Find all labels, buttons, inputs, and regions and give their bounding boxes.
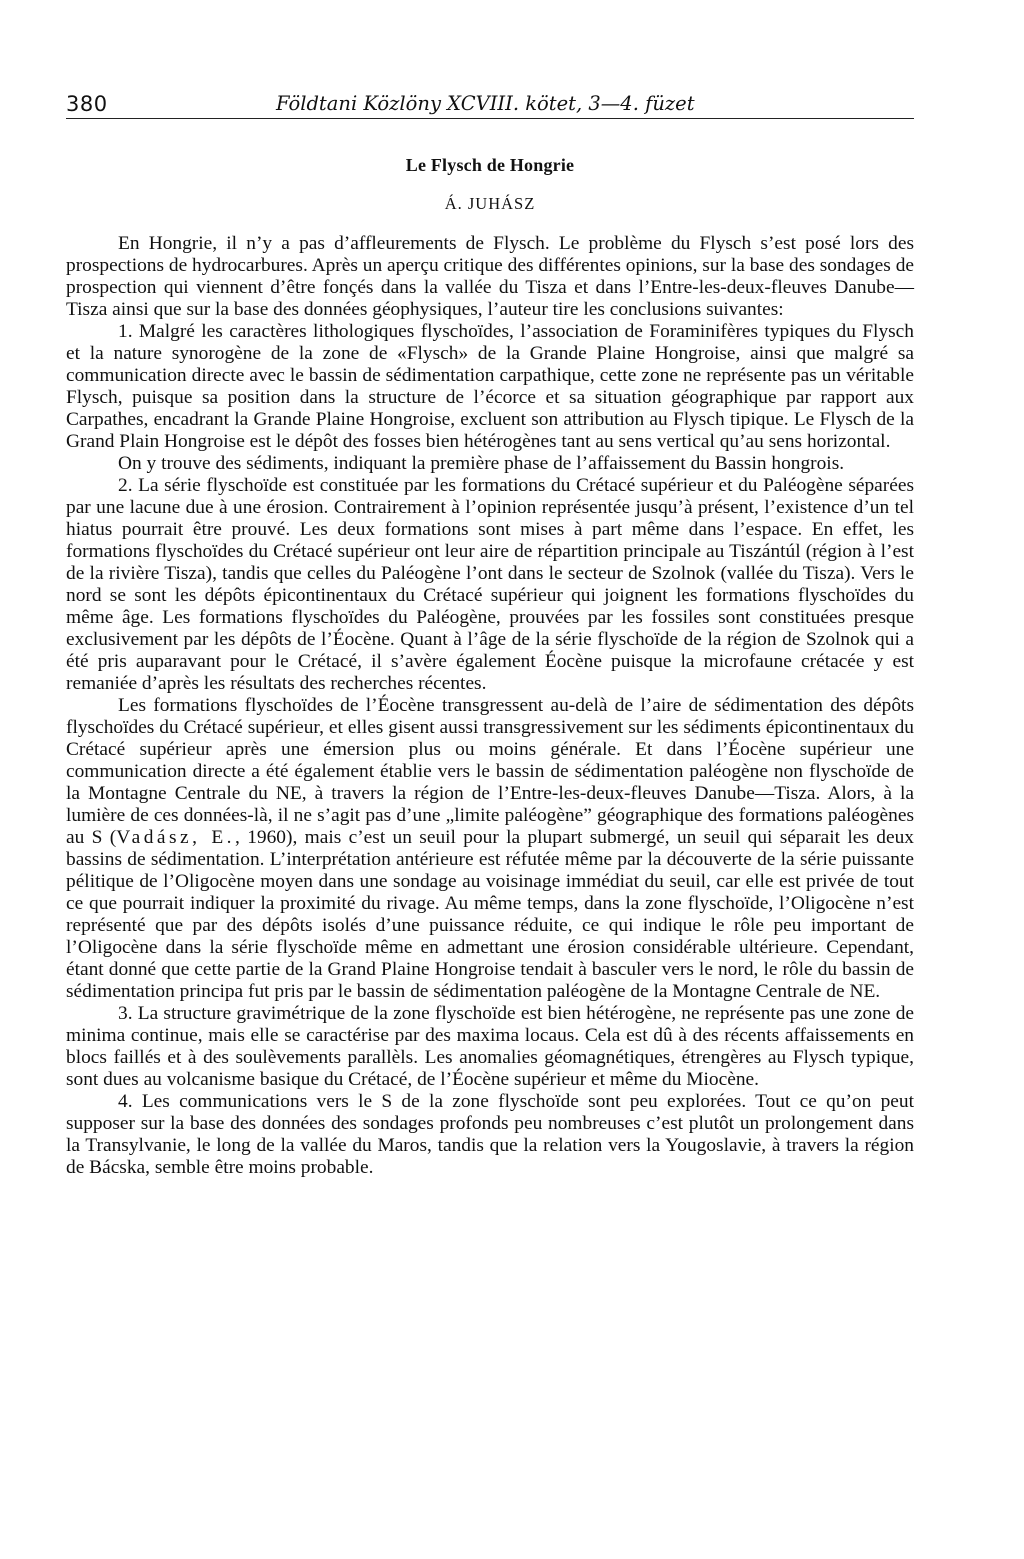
text-run: Les formations flyschoïdes de l’Éocène transgressent au-delà de l’aire de sédimentation des dépôts flyschoïdes du Crétacé supérieur, et elles gisent aussi transgressivement sur les sédiments épicontinentaux du Crétacé supérieur après une émersion plus ou moins générale. Et dans l’Éocène supérieur une communication directe a été également établie vers le bassin de sédimentation paléogène non flyschoïde de la Montagne Centrale du NE, à travers la région de l’Entre-les-deux-fleuves Danube—Tisza. Alors, à la lumière de ces données-là, il ne s’agit pas d’une „limite paléogène” géographique des formations paléogènes au S ( <box>66 695 914 848</box>
paragraph-intro: En Hongrie, il n’y a pas d’affleurements de Flysch. Le problème du Flysch s’est posé lors des prospections de hydrocarbures. Après un aperçu critique des différentes opinions, sur la base des sondages de prospection qui viennent d’être fonçés dans la vallée du Tisza et dans l’Entre-les-deux-fleuves Danube—Tisza ainsi que sur la base des données géophysiques, l’auteur tire les conclusions suivantes: <box>66 233 914 320</box>
paragraph-point-1-continued: On y trouve des sédiments, indiquant la première phase de l’affaissement du Bassin hongrois. <box>118 453 845 474</box>
citation-author: Vadász, E. <box>116 827 236 848</box>
paragraph-point-1: 1. Malgré les caractères lithologiques flyschoïdes, l’association de Foraminifères typiques du Flysch et la nature synorogène de la zone de «Flysch» de la Grande Plaine Hongroise, ainsi que malgré sa communication directe avec le bassin de sédimentation carpathique, cette zone ne représente pas un véritable Flysch, puisque sa position dans la structure de l’écorce et sa situation géographique par rapport aux Carpathes, encadrant la Grande Plaine Hongroise, excluent son attribution au Flysch tipique. Le Flysch de la Grand Plain Hongroise est le dépôt des fosses bien hétérogènes tant au sens vertical qu’au sens horizontal. <box>66 321 914 452</box>
journal-title: Földtani Közlöny XCVIII. kötet, 3—4. füzet <box>276 92 695 115</box>
running-header <box>66 84 914 119</box>
document-page <box>66 84 914 1179</box>
paragraph-point-4: 4. Les communications vers le S de la zone flyschoïde sont peu explorées. Tout ce qu’on peut supposer sur la base des données des sondages profonds peu nombreuses c’est plutôt un prolongement dans la Transylvanie, le long de la vallée du Maros, tandis que la relation vers la Yougoslavie, à travers la région de Bácska, semble être moins probable. <box>66 1091 914 1178</box>
article-body <box>66 233 914 1179</box>
paragraph-point-3: 3. La structure gravimétrique de la zone flyschoïde est bien hétérogène, ne représente pas une zone de minima continue, mais elle se caractérise par des maxima locaus. Cela est dû à des récents affaissements en blocs faillés et à des soulèvements parallèls. Les anomalies géomagnétiques, étrengères au Flysch typique, sont dues au volcanisme basique du Crétacé, de l’Éocène supérieur et même du Miocène. <box>66 1003 914 1090</box>
paragraph-point-2-continued <box>66 695 914 1003</box>
paragraph-point-2: 2. La série flyschoïde est constituée par les formations du Crétacé supérieur et du Paléogène séparées par une lacune due à une érosion. Contrairement à l’opinion représentée jusqu’à présent, l’existence d’un tel hiatus pourrait être prouvé. Les deux formations sont mises à part même dans l’espace. En effet, les formations flyschoïdes du Crétacé supérieur ont leur aire de répartition principale au Tiszántúl (région à l’est de la rivière Tisza), tandis que celles du Paléogène l’ont dans le secteur de Szolnok (vallée du Tisza). Vers le nord se sont les dépôts épicontinentaux du Crétacé supérieur qui joignent les formations flyschoïdes du même âge. Les formations flyschoïdes du Paléogène, prouvées par les fossiles sont constituées presque exclusivement par les dépôts de l’Éocène. Quant à l’âge de la série flyschoïde de la région de Szolnok qui a été pris auparavant pour le Crétacé, il s’avère également Éocène puisque la microfaune crétacée y est remaniée d’après les résultats des recherches récentes. <box>66 475 914 694</box>
page-number: 380 <box>66 92 108 116</box>
article-title: Le Flysch de Hongrie <box>405 155 575 175</box>
text-run: , 1960), mais c’est un seuil pour la plupart submergé, un seuil qui séparait les deux bassins de sédimentation. L’interprétation antérieure est réfutée même par la découverte de la série puissante pélitique de l’Oligocène moyen dans une sondage au voisinage immédiat du seuil, car elle est privée de tout ce que pourrait indiquer la proximité du rivage. Au même temps, dans la zone flyschoïde, l’Oligocène n’est représenté que par des dépôts isolés d’une puissance réduite, ce qui indique le rôle peu important de l’Oligocène dans la série flyschoïde même en admettant une érosion considérable ultérieure. Cependant, étant donné que cette partie de la Grand Plaine Hongroise tendait à basculer vers le nord, le rôle du bassin de sédimentation principa fut pris par le bassin de sédimentation paléogène de la Montagne Centrale de NE. <box>66 827 914 1002</box>
article-author: Á. JUHÁSZ <box>444 194 536 213</box>
